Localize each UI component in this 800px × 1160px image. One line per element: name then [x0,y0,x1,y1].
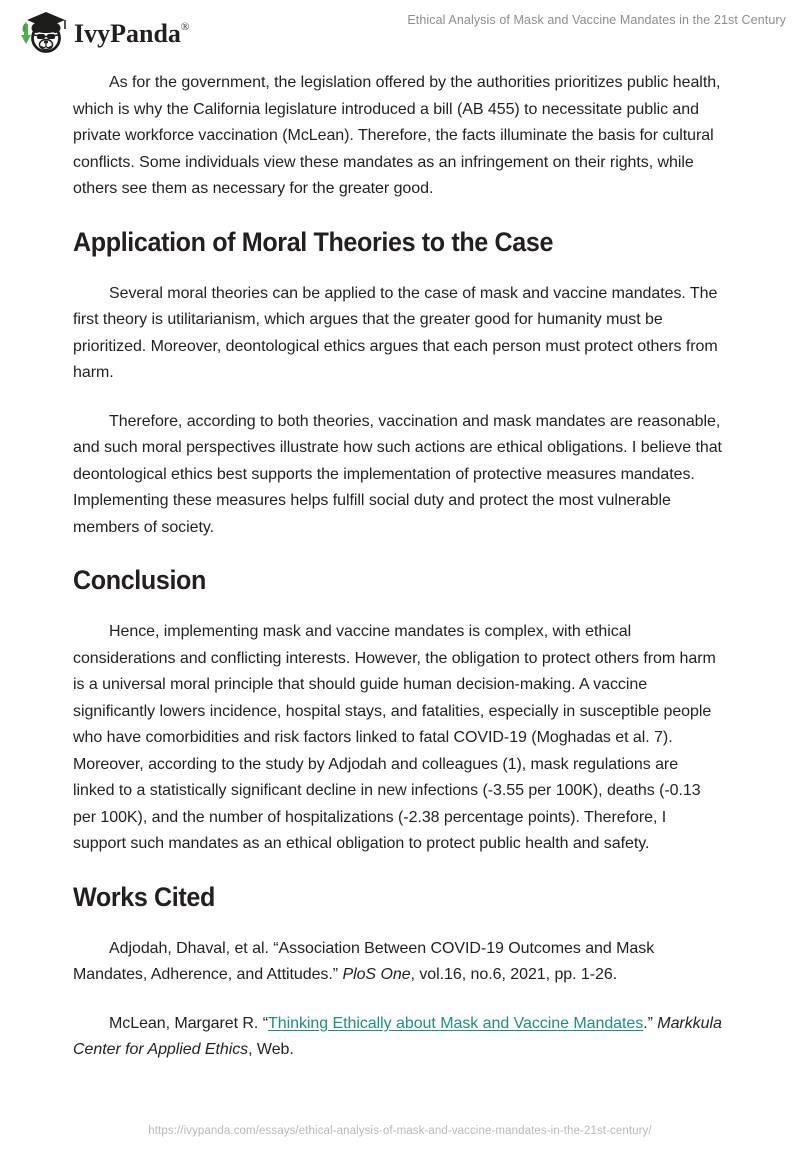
citation-suffix: , Web. [248,1041,294,1058]
paragraph-conclusion: Hence, implementing mask and vaccine mandates is complex, with ethical considerations and conflicting interests. However, the obligation to protect others from harm is a universal moral principle that should guide human decision-making. A vaccine significantly lowers incidence, hospital stays, and fatalities, especially in susceptible people who have comorbidities and risk factors linked to fatal COVID-19 (Moghadas et al. 7). Moreover, according to the study by Adjodah and colleagues (1), mask regulations are linked to a statistically significant decline in new infections (-3.55 per 100K), deaths (-0.13 per 100K), and the number of hospitalizations (-2.38 percentage points). Therefore, I support such mandates as an ethical obligation to protect public health and safety. [73,623,716,852]
citation-prefix: McLean, Margaret R. “ [109,1014,269,1032]
heading-conclusion: Conclusion [73,565,206,595]
document-running-title: Ethical Analysis of Mask and Vaccine Mandates in the 21st Century [407,13,786,27]
paragraph-government-legislation: As for the government, the legislation offered by the authorities prioritizes public health, which is why the California legislature introduced a bill (AB 455) to necessitate public and private workforce vaccination (McLean). Therefore, the facts illuminate the basis for cultural conflicts. Some individuals view these mandates as an infringement on their rights, while others see them as necessary for the greater good. [73,74,721,197]
brand-trademark: ® [180,21,190,34]
citation-source-link[interactable]: Thinking Ethically about Mask and Vaccine Mandates [268,1014,644,1032]
ivypanda-panda-graduate-logo-icon [16,9,68,57]
citation-journal-title: PloS One [342,966,411,983]
citation-middle: .” [643,1014,658,1032]
document-content [73,70,723,1086]
paragraph-deontological-support: Therefore, according to both theories, vaccination and mask mandates are reasonable, and such moral perspectives illustrate how such actions are ethical obligations. I believe that deontological ethics best supports the implementation of protective measures mandates. Implementing these measures helps fulfill social duty and protect the most vulnerable members of society. [73,412,722,536]
page-header [0,0,800,66]
footer-source-url: https://ivypanda.com/essays/ethical-analysis-of-mask-and-vaccine-mandates-in-the-21st-century/ [148,1125,652,1137]
heading-works-cited: Works Cited [73,881,215,912]
paragraph-moral-theories: Several moral theories can be applied to the case of mask and vaccine mandates. The first theory is utilitarianism, which argues that the greater good for humanity must be prioritized. Moreover, deontological ethics argues that each person must protect others from harm. [73,284,718,381]
brand-name: IvyPanda® [74,19,190,48]
citation-prefix: Adjodah, Dhaval, et al. “Association Between COVID-19 Outcomes and Mask Mandates, Adherence, and Attitudes.” [73,939,655,983]
citation-publisher-title: Markkula Center for Applied Ethics [73,1014,722,1058]
brand-logo[interactable] [16,9,189,57]
works-cited-entry-mclean [73,1011,723,1064]
heading-application-of-moral-theories: Application of Moral Theories to the Case [73,226,554,257]
citation-suffix: , vol.16, no.6, 2021, pp. 1-26. [410,966,618,983]
works-cited-entry-adjodah [73,936,723,989]
